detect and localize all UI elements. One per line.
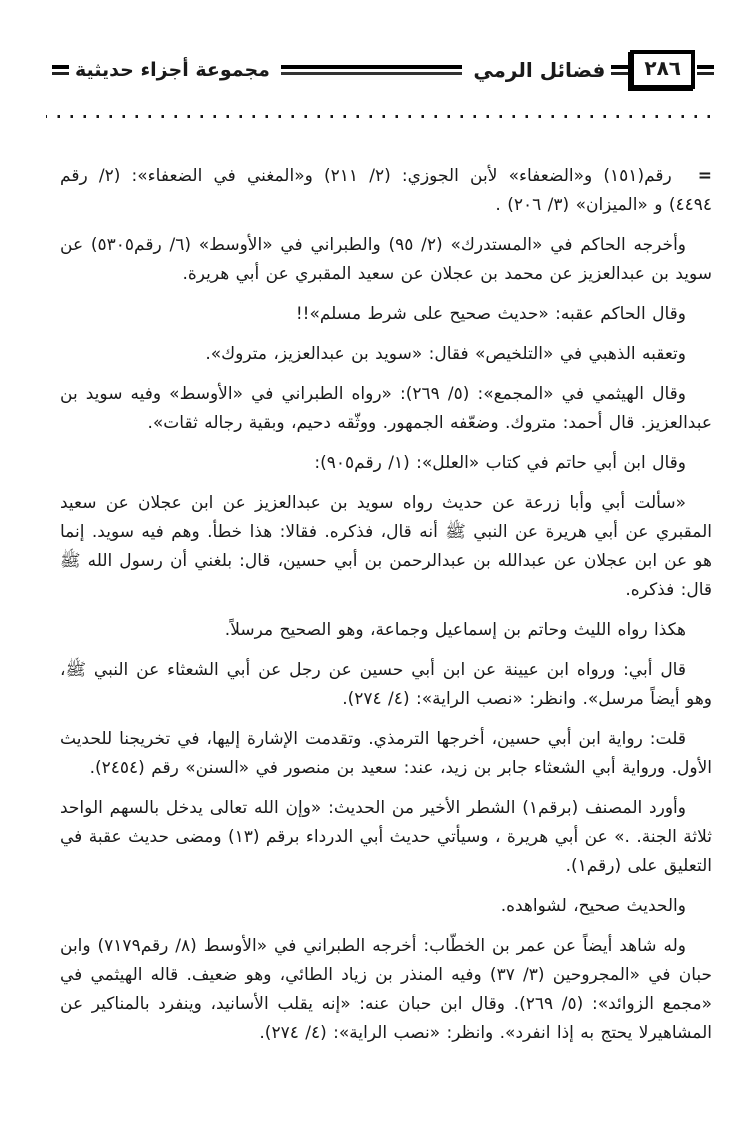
double-rule-left-stub [52, 65, 69, 75]
double-rule-long [281, 65, 462, 75]
p-hadith-ruling: والحديث صحيح، لشواهده. [500, 896, 686, 916]
p-umar-shahid: وله شاهد أيضاً عن عمر بن الخطّاب: أخرجه الطبراني في «الأوسط (٨/ رقم٧١٧٩) وابن حبان في «المجروحين (٣/ ٣٧) وفيه المنذر بن زياد الطائي، وهو ضعيف. قاله الهيثمي في «مجمع الزوائد»: (٥/ ٢٦٩). وقال ابن حبان عنه: «إنه يقلب الأسانيد، وينفرد بالمناكير عن المشاهيرلا يحتج به إذا انفرد». وانظر: «نصب الراية»: (٤/ ٢٧٤). [60, 936, 713, 1043]
p-takhrij-hakim: وأخرجه الحاكم في «المستدرك» (٢/ ٩٥) والطبراني في «الأوسط» (٦/ رقم٥٣٠٥) عن سويد بن عبدالعزيز عن محمد بن عجلان عن سعيد المقبري عن أبي هريرة. [60, 235, 712, 284]
p-dhahabi-comment: وتعقبه الذهبي في «التلخيص» فقال: «سويد بن عبدالعزيز، متروك». [205, 344, 686, 364]
footnote-continuation-marker: = [697, 166, 712, 186]
book-title: فضائل الرمي [473, 57, 606, 82]
page-body [60, 162, 712, 1048]
p-footnote-continuation [60, 162, 712, 220]
double-rule-right-stub [697, 65, 714, 75]
p-haythami-comment: وقال الهيثمي في «المجمع»: (٥/ ٢٦٩): «رواه الطبراني في «الأوسط» وفيه سويد بن عبدالعزيز. قال أحمد: متروك. وضعّفه الجمهور. ووثّقه دحيم، وبقية رجاله ثقات». [60, 384, 712, 433]
dotted-separator [46, 115, 710, 118]
page-header [52, 50, 714, 89]
p-hakim-comment: وقال الحاكم عقبه: «حديث صحيح على شرط مسلم»!! [295, 304, 686, 324]
p-ilal-quote: «سألت أبي وأبا زرعة عن حديث رواه سويد بن عبدالعزيز عن ابن عجلان عن سعيد المقبري عن أبي هريرة عن النبي ﷺ أنه قال، فذكره. فقالا: هذا خطأ. وهم فيه سويد. إنما هو عن ابن عجلان عن عبدالله بن عبدالرحمن بن أبي حسين، قال: بلغني أن رسول الله ﷺ قال: فذكره. [60, 493, 712, 600]
series-title: مجموعة أجزاء حديثية [75, 58, 270, 81]
footnote-text: رقم(١٥١) و«الضعفاء» لأبن الجوزي: (٢/ ٢١١) و«المغني في الضعفاء»: (٢/ رقم ٤٤٩٤) و «الميزان» (٣/ ٢٠٦) . [60, 166, 712, 215]
p-qultu-comment: قلت: رواية ابن أبي حسين، أخرجها الترمذي. وتقدمت الإشارة إليها، في تخريجنا للحديث الأول. ورواية أبي الشعثاء جابر بن زيد، عند: سعيد بن منصور في «السنن» رقم (٢٤٥٤). [60, 729, 712, 778]
p-ibn-uyayna-riwaya: قال أبي: ورواه ابن عيينة عن ابن أبي حسين عن رجل عن أبي الشعثاء عن النبي ﷺ، وهو أيضاً مرسل». وانظر: «نصب الراية»: (٤/ ٢٧٤). [60, 660, 712, 709]
p-musannif-note: وأورد المصنف (برقم١) الشطر الأخير من الحديث: «وإن الله تعالى يدخل بالسهم الواحد ثلاثة الجنة. .» عن أبي هريرة ، وسيأتي حديث أبي الدرداء برقم (١٣) ومضى حديث عقبة في التعليق على (رقم١). [60, 798, 712, 876]
p-layth-riwaya: هكذا رواه الليث وحاتم بن إسماعيل وجماعة، وهو الصحيح مرسلاً. [224, 620, 686, 640]
book-page [0, 50, 756, 1148]
page-number: ٢٨٦ [644, 56, 681, 80]
p-ibn-abi-hatim: وقال ابن أبي حاتم في كتاب «العلل»: (١/ رقم٩٠٥): [314, 453, 686, 473]
double-rule-inner-stub [611, 65, 628, 75]
page-number-box [630, 50, 695, 89]
